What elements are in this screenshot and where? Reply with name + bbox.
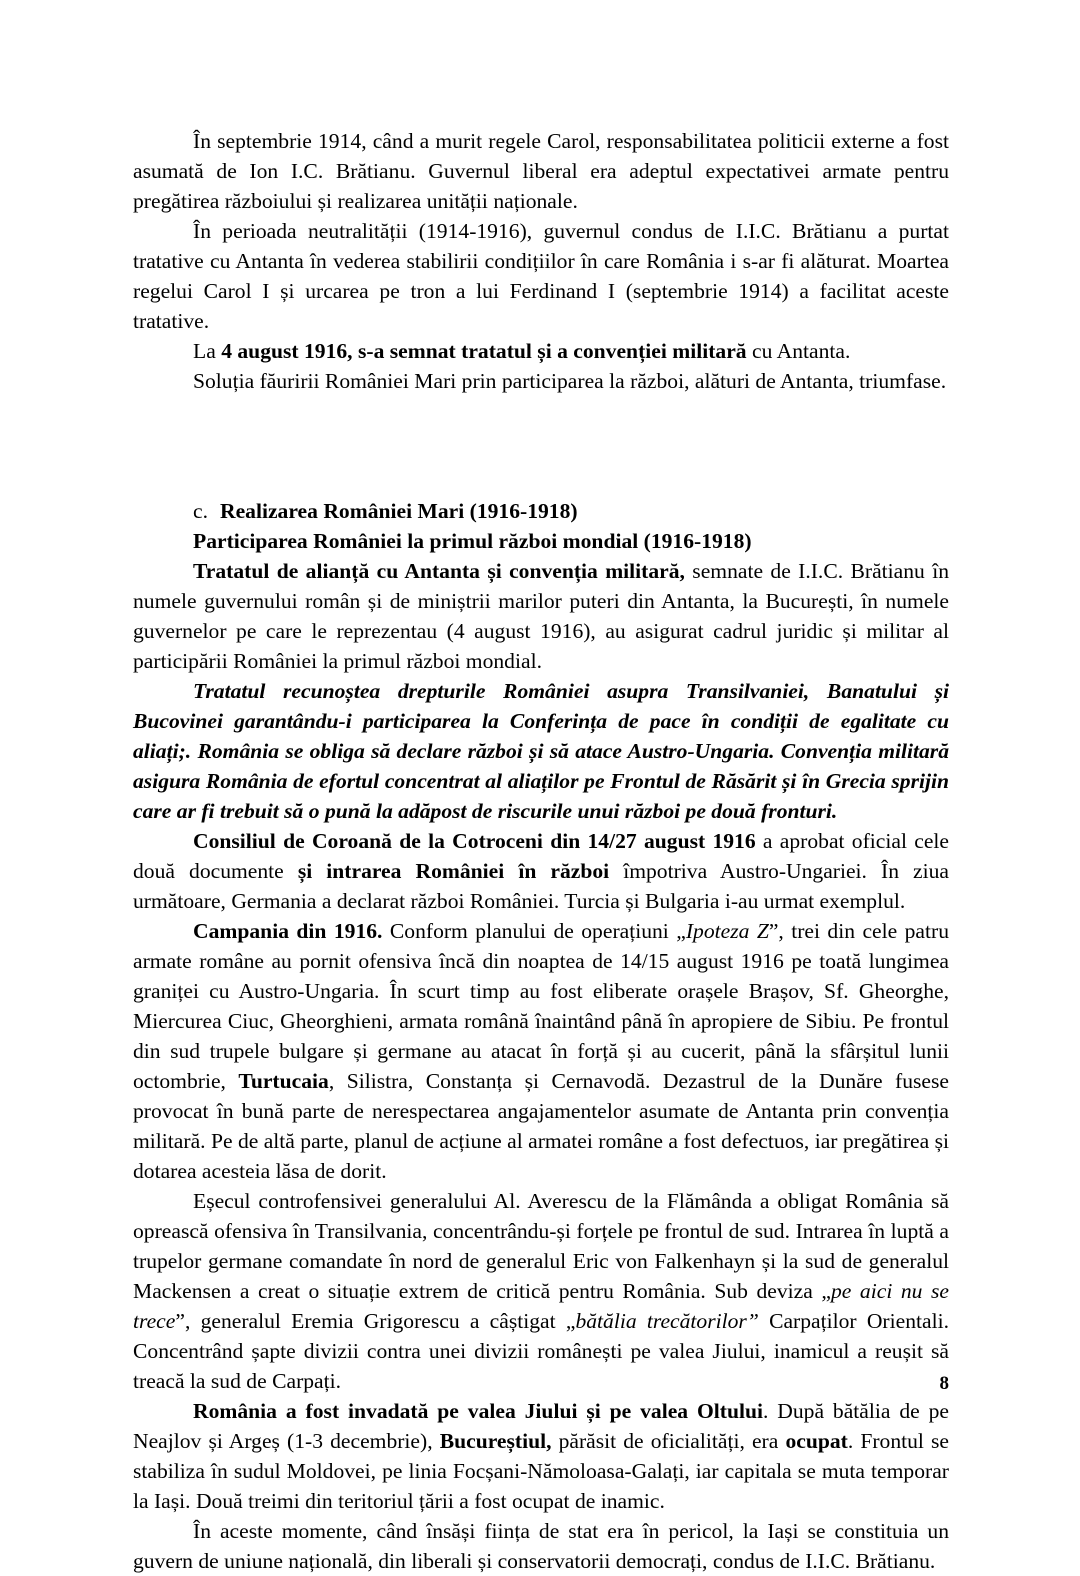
body-paragraph [133,676,949,826]
heading-title: Realizarea României Mari (1916-1918) [219,499,578,523]
text-run: Conform planului de operațiuni „ [382,919,686,943]
text-run: și intrarea României în război [297,859,610,883]
text-run: Campania din 1916. [193,919,383,943]
text-run: În perioada neutralității (1914-1916), guvernul condus de I.I.C. Brătianu a purtat tratative cu Antanta în vederea stabilirii condițiilor în care România i s-ar fi alăturat. Moartea regelui Carol I și urcarea pe tron a lui Ferdinand I (septembrie 1914) a facilitat aceste tratative. [133,219,949,333]
heading-main-line [133,496,949,526]
page-number: 8 [939,1373,949,1394]
heading-subtitle: Participarea României la primul război mondial (1916-1918) [193,529,752,553]
text-run: Bucureștiul, [439,1429,552,1453]
body-paragraph [133,126,949,216]
text-run: pe aici nu se trece [133,1279,950,1333]
heading-label: c. [193,499,208,523]
text-run: La [193,339,222,363]
text-run: a aprobat oficial cele două documente [133,829,949,883]
text-run: În septembrie 1914, când a murit regele Carol, responsabilitatea politicii externe a fost asumată de Ion I.C. Brătianu. Guvernul liberal era adeptul expectativei armate pentru pregătirea războiului și realizarea unității naționale. [133,129,949,213]
text-run: În aceste momente, când însăși ființa de stat era în pericol, la Iași se constituia un guvern de uniune națională, din liberali și conservatorii democrați, condus de I.I.C. Brătianu. [133,1519,949,1573]
body-paragraph [133,1396,949,1516]
body-paragraph [133,826,949,916]
text-run: cu Antanta. [746,339,851,363]
section-spacer [133,396,949,496]
text-run: . După bătălia de pe Neajlov și Argeș (1-3 decembrie), [133,1399,949,1453]
paragraph-group-bottom [133,556,949,1576]
text-run: împotriva Austro-Ungariei. În ziua următoare, Germania a declarat război României. Turcia și Bulgaria i-au urmat exemplul. [133,859,950,913]
text-run: . Frontul se stabiliza în sudul Moldovei, pe linia Focșani-Nămoloasa-Galați, iar capitala se muta temporar la Iași. Două treimi din teritoriul țării a fost ocupat de inamic. [133,1429,949,1513]
text-run: ocupat [785,1429,848,1453]
page-text-body [133,126,949,1576]
text-run: semnate de I.I.C. Brătianu în numele guvernului român și de miniștrii marilor puteri din Antanta, la București, în numele guvernelor pe care le reprezentau (4 august 1916), au asigurat cadrul juridic și militar al participării României la primul război mondial. [133,559,949,673]
text-run: Consiliul de Coroană de la Cotroceni din 14/27 august 1916 [193,829,756,853]
text-run: părăsit de oficialități, era [551,1429,786,1453]
text-run: Turtucaia [238,1069,329,1093]
body-paragraph [133,366,949,396]
body-paragraph [133,1186,949,1396]
text-run: , Silistra, Constanța și Cernavodă. Dezastrul de la Dunăre fusese provocat în bună parte de nerespectarea angajamentelor asumate de Antanta prin convenția militară. Pe de altă parte, planul de acțiune al armatei române a fost defectuos, iar pregătirea și dotarea acesteia lăsa de dorit. [133,1069,949,1183]
text-run: România a fost invadată pe valea Jiului și pe valea Oltului [193,1399,763,1423]
body-paragraph [133,916,949,1186]
text-run: Tratatul de alianță cu Antanta și convenția militară, [193,559,685,583]
text-run: Soluția făuririi României Mari prin participarea la război, alături de Antanta, triumfase. [193,369,947,393]
text-run: Eșecul controfensivei generalului Al. Averescu de la Flămânda a obligat România să oprească ofensiva în Transilvania, concentrându-și forțele pe frontul de sud. Intrarea în luptă a trupelor germane comandate în nord de generalul Eric von Falkenhayn și la sud de generalul Mackensen a creat o situație extrem de critică pentru România. Sub deviza „ [133,1189,949,1303]
text-run: ”, generalul Eremia Grigorescu a câștigat „ [175,1309,576,1333]
text-run: bătălia trecătorilor” [575,1309,759,1333]
text-run: Ipoteza Z [685,919,769,943]
body-paragraph [133,216,949,336]
paragraph-group-top [133,126,949,396]
body-paragraph [133,336,949,366]
body-paragraph [133,1516,949,1576]
text-run: Tratatul recunoștea drepturile României asupra Transilvaniei, Banatului și Bucovinei garantându-i participarea la Conferința de pace în condiții de egalitate cu aliați;. România se obliga să declare război și să atace Austro-Ungaria. Convenția militară asigura România de efortul concentrat al aliaților pe Frontul de Răsărit și în Grecia sprijin care ar fi trebuit să o pună la adăpost de riscurile unui război pe două fronturi. [133,679,949,823]
text-run: Carpaților Orientali. Concentrând șapte divizii contra unei divizii românești pe valea Jiului, inamicul a reușit să treacă la sud de Carpați. [133,1309,949,1393]
text-run: ”, trei din cele patru armate române au pornit ofensiva încă din noaptea de 14/15 august 1916 pe toată lungimea graniței cu Austro-Ungaria. În scurt timp au fost eliberate orașele Brașov, Sf. Gheorghe, Miercurea Ciuc, Gheorghieni, armata română înaintând până în apropiere de Sibiu. Pe frontul din sud trupele bulgare și germane au atacat în forță și au cucerit, până la sfârșitul lunii octombrie, [133,919,949,1093]
text-run: 4 august 1916, s-a semnat tratatul și a convenției militară [221,339,747,363]
body-paragraph [133,556,949,676]
section-heading [133,496,949,556]
